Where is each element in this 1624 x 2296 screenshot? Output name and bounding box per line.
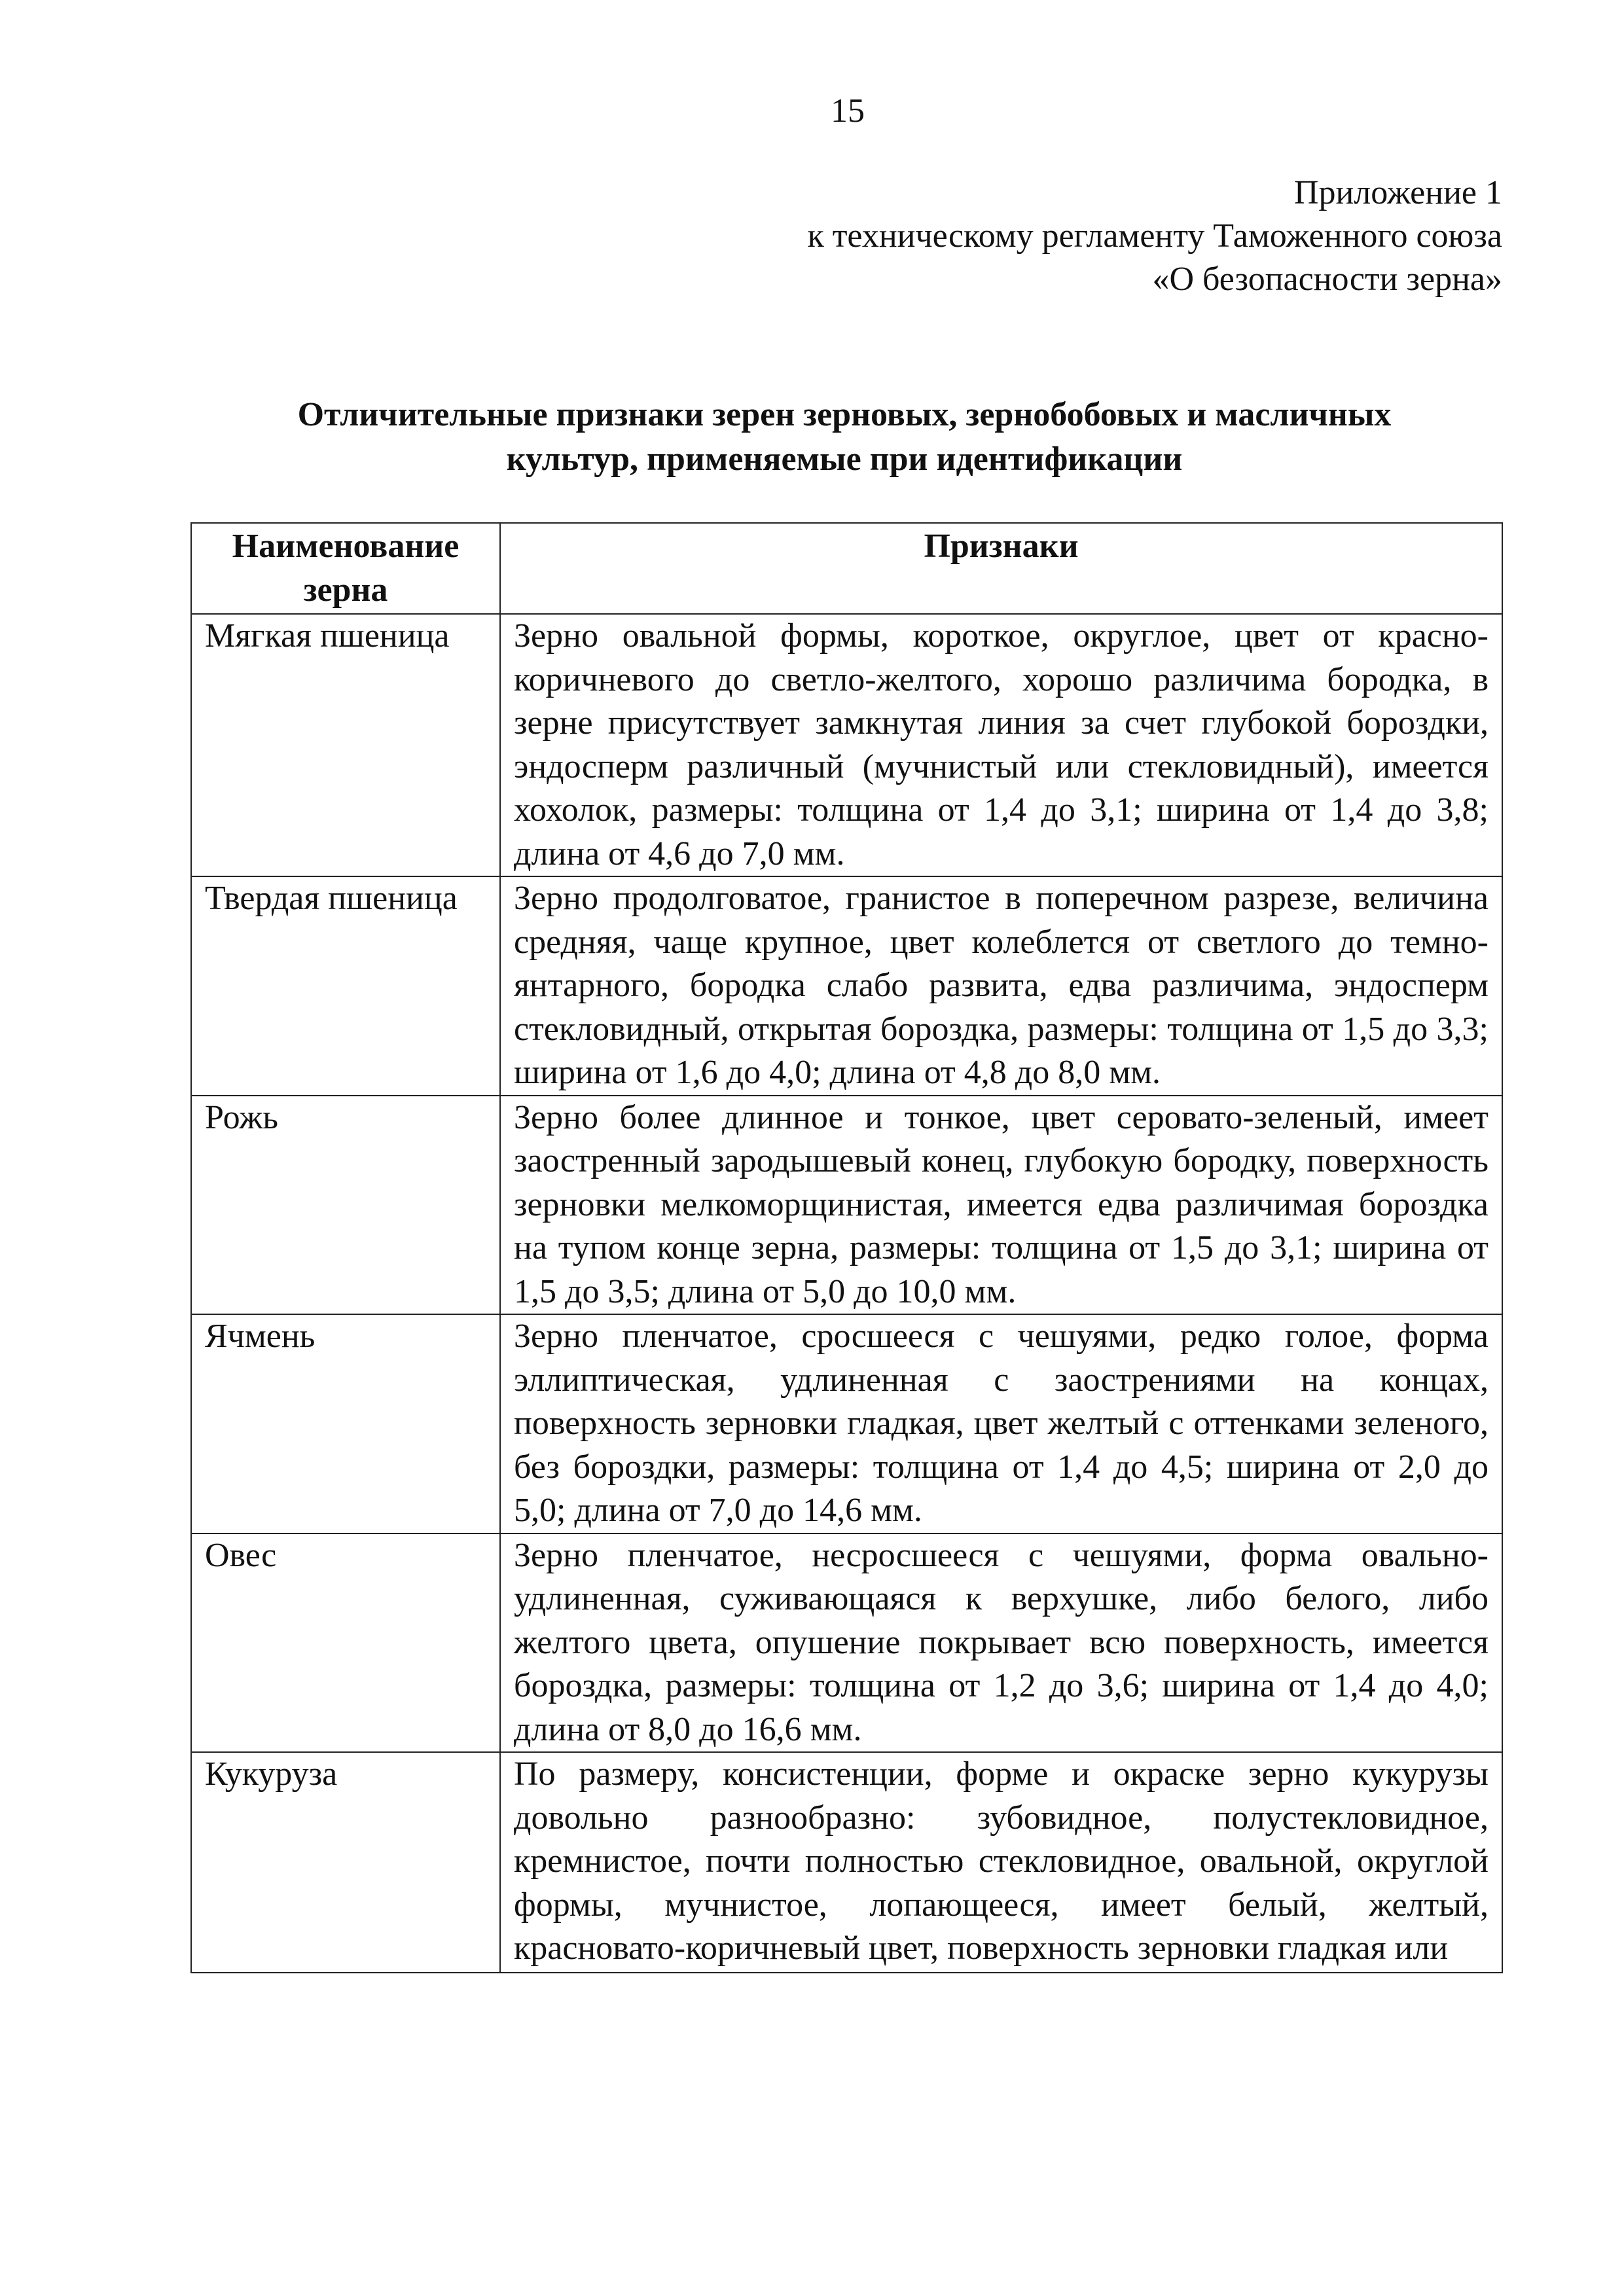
- grain-name-cell: Кукуруза: [191, 1752, 500, 1973]
- grain-features-cell: Зерно пленчатое, сросшееся с чешуями, редко голое, форма эллиптическая, удлиненная с заострениями на концах, поверхность зерновки гладкая, цвет желтый с оттенками зеленого, без бороздки, размеры: толщина от 1,4 до 4,5; ширина от 2,0 до 5,0; длина от 7,0 до 14,6 мм.: [500, 1314, 1502, 1534]
- appendix-line-2: к техническому регламенту Таможенного союза: [807, 217, 1502, 255]
- table-header-row: [191, 523, 1502, 614]
- grain-name-cell: Мягкая пшеница: [191, 614, 500, 876]
- page-number: 15: [831, 92, 865, 130]
- table-row: [191, 1534, 1502, 1753]
- grain-features-table: [190, 522, 1503, 1973]
- grain-features-cell: Зерно овальной формы, короткое, округлое, цвет от красно-коричневого до светло-желтого, хорошо различима бородка, в зерне присутствует замкнутая линия за счет глубокой бороздки, эндосперм различный (мучнистый или стекловидный), имеется хохолок, размеры: толщина от 1,4 до 3,1; ширина от 1,4 до 3,8; длина от 4,6 до 7,0 мм.: [500, 614, 1502, 876]
- document-title: [190, 393, 1499, 482]
- grain-name-cell: Твердая пшеница: [191, 876, 500, 1096]
- grain-features-cell: По размеру, консистенции, форме и окраске зерно кукурузы довольно разнообразно: зубовидное, полустекловидное, кремнистое, почти полностью стекловидное, овальной, округлой формы, мучнистое, лопающееся, имеет белый, желтый, красновато-коричневый цвет, поверхность зерновки гладкая или: [500, 1752, 1502, 1973]
- grain-features-cell: Зерно пленчатое, несросшееся с чешуями, форма овально-удлиненная, суживающаяся к верхушке, либо белого, либо желтого цвета, опушение покрывает всю поверхность, имеется бороздка, размеры: толщина от 1,2 до 3,6; ширина от 1,4 до 4,0; длина от 8,0 до 16,6 мм.: [500, 1534, 1502, 1753]
- header-grain-name: Наименование зерна: [191, 523, 500, 614]
- grain-name-cell: Овес: [191, 1534, 500, 1753]
- table-row: [191, 1314, 1502, 1534]
- table-row: [191, 614, 1502, 876]
- document-title-line-2: культур, применяемые при идентификации: [506, 440, 1183, 478]
- grain-name-cell: Ячмень: [191, 1314, 500, 1534]
- grain-name-cell: Рожь: [191, 1096, 500, 1315]
- table-row: [191, 1752, 1502, 1973]
- table-row: [191, 1096, 1502, 1315]
- appendix-line-3: «О безопасности зерна»: [1152, 260, 1502, 298]
- header-features: Признаки: [500, 523, 1502, 614]
- table-row: [191, 876, 1502, 1096]
- appendix-line-1: Приложение 1: [1293, 174, 1502, 211]
- appendix-reference: [807, 171, 1502, 301]
- grain-features-cell: Зерно продолговатое, гранистое в поперечном разрезе, величина средняя, чаще крупное, цвет колеблется от светлого до темно-янтарного, бородка слабо развита, едва различима, эндосперм стекловидный, открытая бороздка, размеры: толщина от 1,5 до 3,3; ширина от 1,6 до 4,0; длина от 4,8 до 8,0 мм.: [500, 876, 1502, 1096]
- document-title-line-1: Отличительные признаки зерен зерновых, зернобобовых и масличных: [297, 396, 1392, 433]
- grain-features-cell: Зерно более длинное и тонкое, цвет серовато-зеленый, имеет заостренный зародышевый конец, глубокую бородку, поверхность зерновки мелкоморщинистая, имеется едва различимая бороздка на тупом конце зерна, размеры: толщина от 1,5 до 3,1; ширина от 1,5 до 3,5; длина от 5,0 до 10,0 мм.: [500, 1096, 1502, 1315]
